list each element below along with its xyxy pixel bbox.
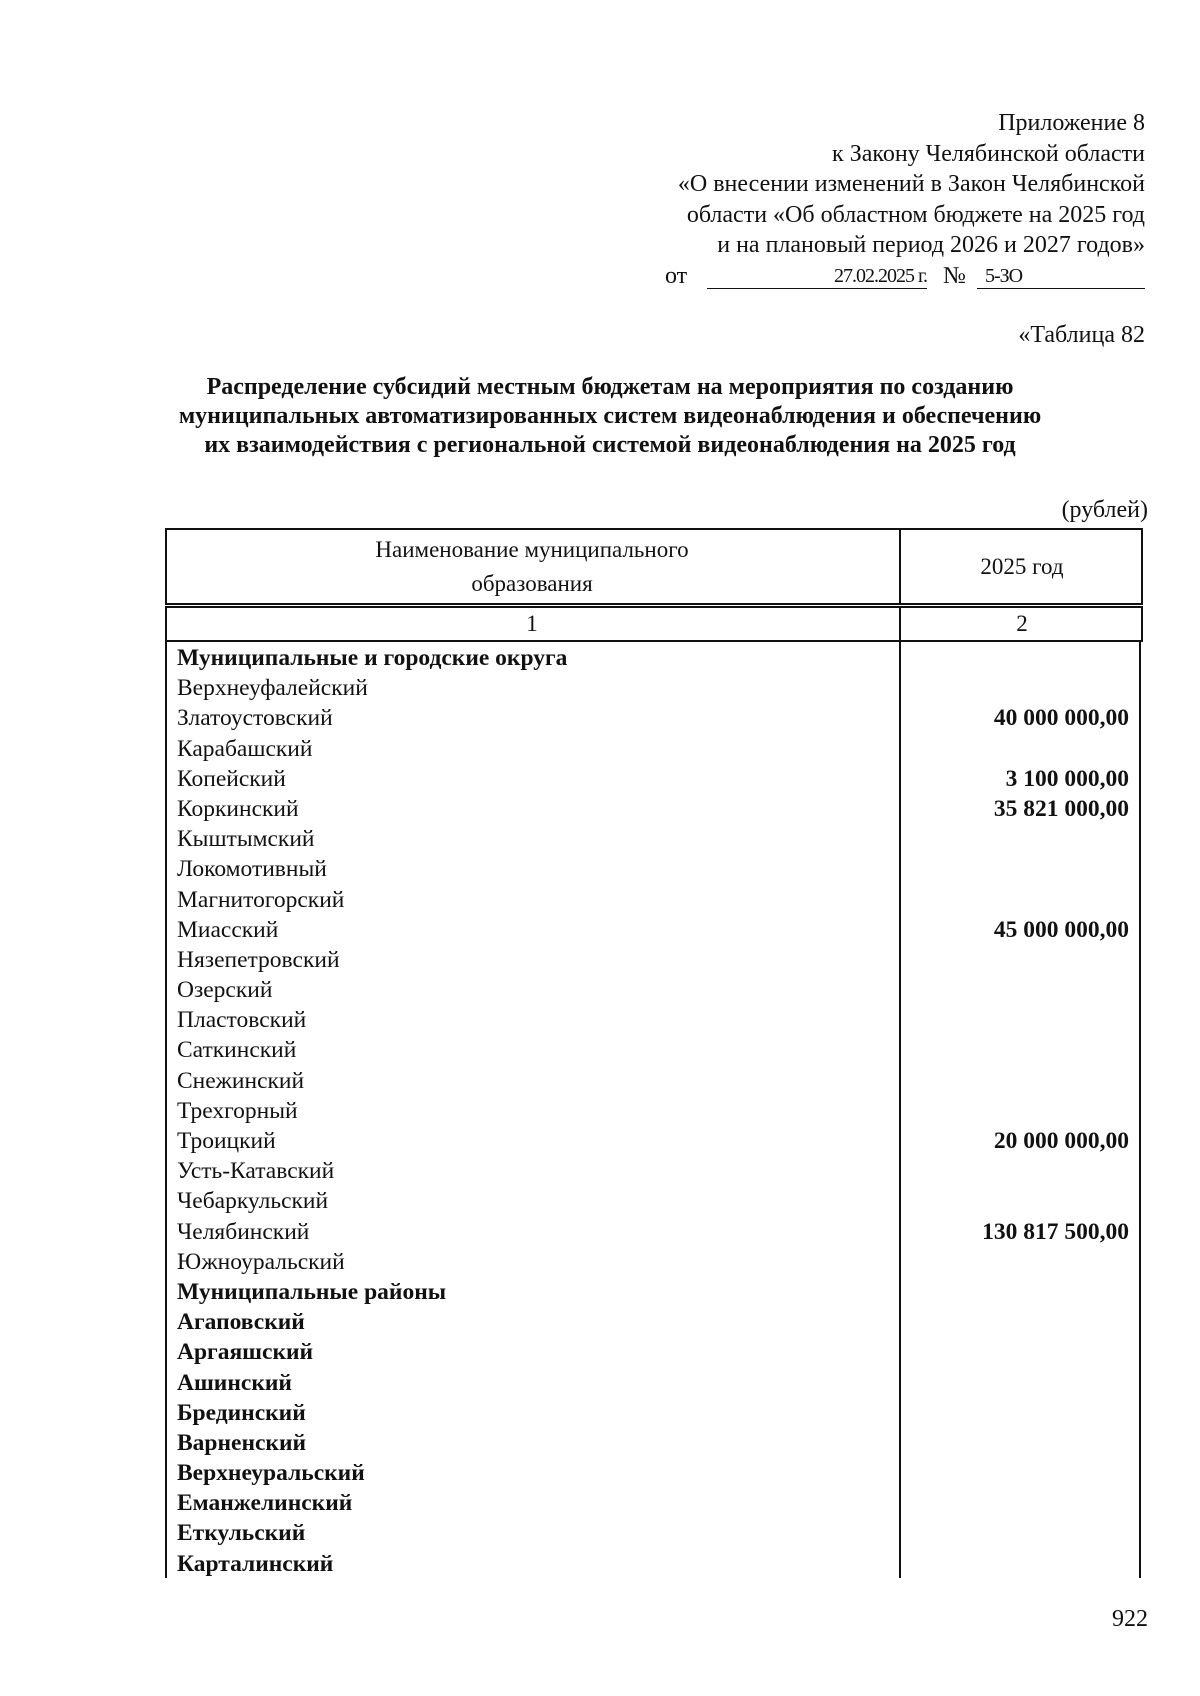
municipality-name: Челябинский <box>177 1218 310 1245</box>
table-row <box>177 1096 1137 1126</box>
column-number-1: 1 <box>526 611 538 636</box>
municipality-name: Нязепетровский <box>177 946 340 973</box>
appendix-line-4: области «Об областном бюджете на 2025 год <box>686 201 1145 228</box>
appendix-line-3: «О внесении изменений в Закон Челябинской <box>677 171 1145 197</box>
municipality-name: Коркинский <box>177 795 299 822</box>
table-header-row <box>165 528 1143 605</box>
column-header-year: 2025 год <box>899 530 1143 603</box>
municipality-name: Златоустовский <box>177 705 333 732</box>
table-rows <box>177 643 1137 1579</box>
column-header-municipality: Наименование муниципального образования <box>375 536 689 596</box>
table-row <box>177 1005 1137 1035</box>
table-row <box>177 1428 1137 1458</box>
municipality-name: Ашинский <box>177 1369 292 1396</box>
table-row <box>177 1549 1137 1579</box>
municipality-name: Агаповский <box>177 1309 305 1336</box>
municipality-name: Озерский <box>177 977 273 1004</box>
law-date: 27.02.2025 г. <box>707 261 927 289</box>
document-title <box>110 373 1110 460</box>
law-date-line <box>525 261 1145 291</box>
date-prefix: от <box>665 262 688 289</box>
subsidy-amount: 45 000 000,00 <box>993 916 1129 943</box>
title-line-2: муниципальных автоматизированных систем видеонаблюдения и обеспечению <box>178 403 1042 429</box>
table-row <box>177 915 1137 945</box>
column-number-2: 2 <box>899 608 1143 640</box>
municipality-name: Миасский <box>177 916 279 943</box>
municipality-name: Кыштымский <box>177 826 315 853</box>
municipality-name: Карабашский <box>177 735 313 762</box>
section-row <box>177 643 1137 673</box>
subsidy-amount: 40 000 000,00 <box>993 705 1129 732</box>
table-row <box>177 1337 1137 1367</box>
law-number-field <box>977 261 1145 289</box>
appendix-header <box>525 108 1145 291</box>
table-row <box>177 1126 1137 1156</box>
municipality-name: Трехгорный <box>177 1097 298 1124</box>
table-row <box>177 1518 1137 1548</box>
municipality-name: Копейский <box>177 765 286 792</box>
table-row <box>177 794 1137 824</box>
table-row <box>177 703 1137 733</box>
municipality-name: Еманжелинский <box>177 1490 353 1517</box>
page-number: 922 <box>1112 1606 1148 1632</box>
column-number-row <box>165 606 1143 642</box>
municipality-name: Муниципальные и городские округа <box>177 645 568 671</box>
municipality-name: Снежинский <box>177 1067 305 1094</box>
table-row <box>177 1488 1137 1518</box>
appendix-title: Приложение 8 <box>998 110 1145 136</box>
table-row <box>177 1398 1137 1428</box>
table-row <box>177 734 1137 764</box>
table-row <box>177 1247 1137 1277</box>
title-line-3: их взаимодействия с региональной системой видеонаблюдения на 2025 год <box>204 432 1016 458</box>
municipality-name: Варненский <box>177 1429 307 1456</box>
subsidy-table <box>165 528 1141 1578</box>
table-body <box>165 641 1141 1578</box>
municipality-name: Магнитогорский <box>177 886 345 913</box>
table-left-border <box>165 641 167 1578</box>
law-number: 5-ЗО <box>985 264 1023 287</box>
subsidy-amount: 130 817 500,00 <box>982 1218 1129 1245</box>
municipality-name: Усть-Катавский <box>177 1158 335 1185</box>
municipality-name: Саткинский <box>177 1037 297 1064</box>
municipality-name: Брединский <box>177 1399 306 1426</box>
table-row <box>177 1458 1137 1488</box>
number-prefix: № <box>943 262 966 289</box>
table-row <box>177 885 1137 915</box>
table-row <box>177 1156 1137 1186</box>
table-row <box>177 975 1137 1005</box>
units-label: (рублей) <box>1061 497 1148 523</box>
municipality-name: Локомотивный <box>177 856 327 883</box>
table-row <box>177 1186 1137 1216</box>
municipality-name: Верхнеуральский <box>177 1460 365 1487</box>
table-right-border <box>1139 641 1141 1578</box>
subsidy-amount: 3 100 000,00 <box>1005 765 1129 792</box>
table-row <box>177 1368 1137 1398</box>
title-line-1: Распределение субсидий местным бюджетам на мероприятия по созданию <box>206 374 1014 400</box>
section-row <box>177 1277 1137 1307</box>
municipality-name: Троицкий <box>177 1128 276 1154</box>
table-row <box>177 824 1137 854</box>
municipality-name: Южноуральский <box>177 1248 345 1275</box>
subsidy-amount: 20 000 000,00 <box>993 1128 1129 1154</box>
table-row <box>177 764 1137 794</box>
table-row <box>177 1035 1137 1065</box>
municipality-name: Карталинский <box>177 1550 334 1577</box>
appendix-line-2: к Закону Челябинской области <box>832 140 1145 167</box>
table-row <box>177 673 1137 703</box>
table-label: «Таблица 82 <box>1018 322 1145 348</box>
municipality-name: Пластовский <box>177 1007 307 1034</box>
table-row <box>177 854 1137 884</box>
table-row <box>177 945 1137 975</box>
municipality-name: Муниципальные районы <box>177 1278 447 1305</box>
table-row <box>177 1307 1137 1337</box>
table-row <box>177 1066 1137 1096</box>
appendix-line-5: и на плановый период 2026 и 2027 годов» <box>717 232 1145 258</box>
municipality-name: Чебаркульский <box>177 1188 329 1215</box>
municipality-name: Аргаяшский <box>177 1339 314 1366</box>
municipality-name: Верхнеуфалейский <box>177 675 368 702</box>
municipality-name: Еткульский <box>177 1520 306 1547</box>
subsidy-amount: 35 821 000,00 <box>993 795 1129 822</box>
table-row <box>177 1217 1137 1247</box>
